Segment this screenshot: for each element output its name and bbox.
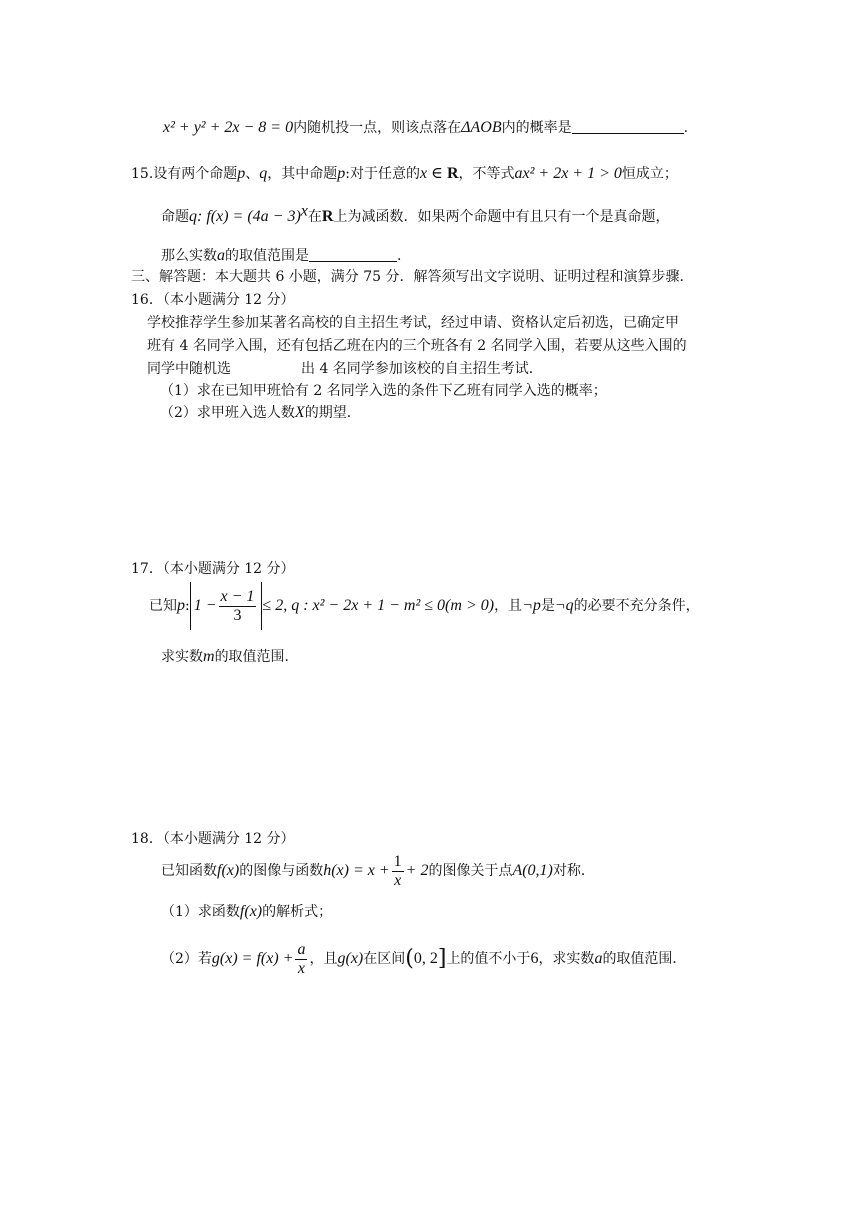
q18-part2: （2）若g(x) = f(x) + $\frac{a}{x}$ ，且g(x)在区间(0, 2]上的值不小于6，求实数a的取值范围． [161,940,687,977]
q16-header [131,290,295,310]
q17-absolute-value: 1 − $\frac{x - 1}{3}$ [190,582,263,630]
q14-answer-blank [572,119,684,134]
q16-number: 16． [131,292,163,308]
q17-score: （本小题满分 12 分） [162,561,295,577]
q16-line1: 学校推荐学生参加某著名高校的自主招生考试，经过申请、资格认定后初选，已确定甲 [147,315,679,331]
q16-line3: 同学中随机选 出 4 名同学参加该校的自主招生考试． [147,361,543,377]
q15-line2: 命题q: $f(x) = (4a - 3)^x$在R上为减函数．如果两个命题中有且只有一个是真命题， [161,202,670,225]
q16-part2: （2）求甲班入选人数X的期望． [160,404,361,421]
q16-score: （本小题满分 12 分） [162,292,295,308]
q16-part1: （1）求在已知甲班恰有 2 名同学入选的条件下乙班有同学入选的概率； [160,383,607,399]
q18-header [131,829,295,849]
q14-triangle: ΔAOB [461,119,502,136]
q15-number: 15. [131,166,154,182]
q17-line2: 求实数m的取值范围． [161,648,299,665]
q15-answer-blank [309,247,397,262]
q15-line1: 15.设有两个命题p、q，其中命题p:对于任意的x ∈ R，不等式ax² + 2x + 1 > 0恒成立； [131,165,678,182]
q15-function: : f(x) = (4a − 3) [197,208,301,225]
q18-line1: 已知函数f(x)的图像与函数h(x) = x + $\frac{1}{x}$ + 2的图像关于点A(0,1)对称． [161,852,595,889]
q18-score: （本小题满分 12 分） [162,831,295,847]
q17-header [131,559,295,579]
q18-number: 18． [131,831,163,847]
q18-part1: （1）求函数f(x)的解析式； [161,903,333,920]
q17-number: 17． [131,561,163,577]
q14-continuation: x² + y² + 2x − 8 = 0内随机投一点，则该点落在ΔAOB内的概率是 . [163,119,689,136]
q17-line1: 已知p: 1 − $\frac{x - 1}{3}$ ≤ 2, q : x² − 2x + 1 − m² ≤ 0(m > 0)，且¬p是¬q的必要不充分条件， [149,582,700,630]
q15-line3: 那么实数a的取值范围是 . [161,247,402,264]
q15-inequality: ax² + 2x + 1 > 0 [514,165,622,182]
q14-circle-equation: x² + y² + 2x − 8 = 0 [163,119,294,136]
q16-line2: 班有 4 名同学入围，还有包括乙班在内的三个班各有 2 名同学入围，若要从这些入围的 [147,338,687,354]
section-3-title: 三、解答题：本大题共 6 小题，满分 75 分．解答须写出文字说明、证明过程和演算步骤． [131,269,694,285]
